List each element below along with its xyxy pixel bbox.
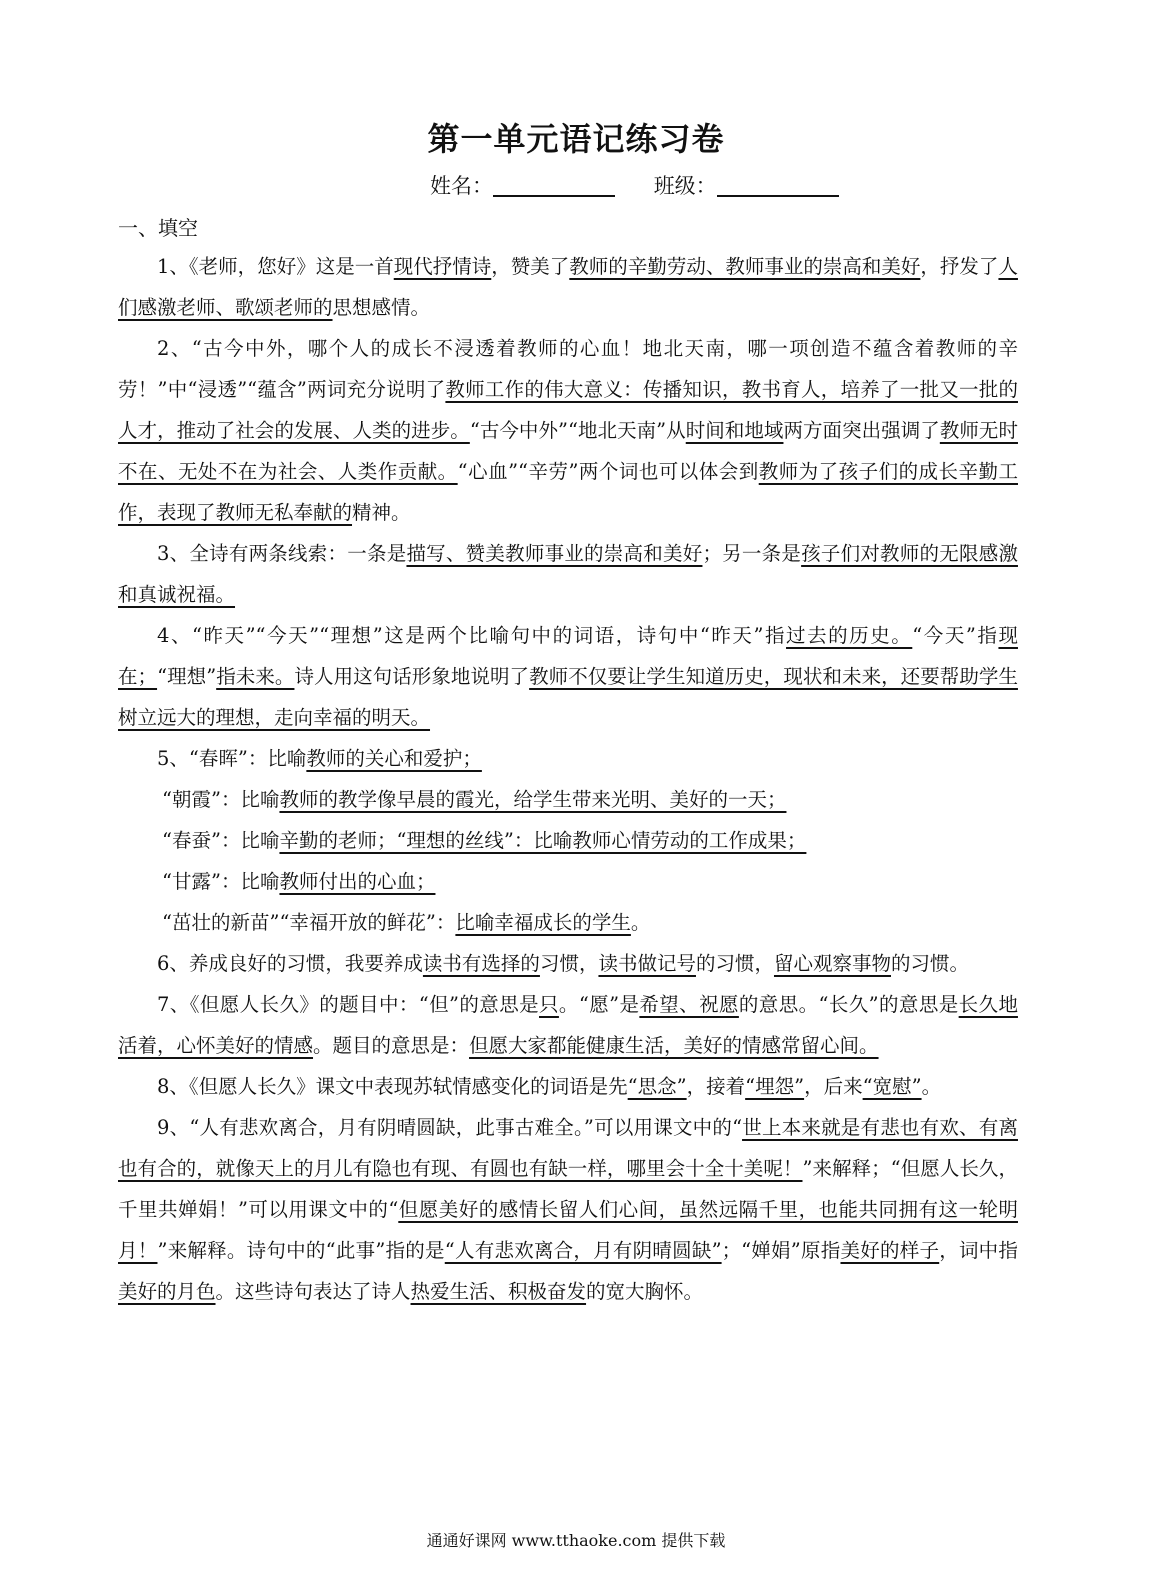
name-label: 姓名：: [430, 174, 493, 198]
answer: 现在；: [118, 624, 1018, 688]
answer: 美好的月色: [118, 1280, 216, 1303]
answer: 比喻幸福成长的学生: [455, 911, 631, 934]
answer: 教师无时不在、无处不在为社会、人类作贡献。: [118, 419, 1018, 483]
question-4: 4、“昨天”“今天”“理想”这是两个比喻句中的词语，诗句中“昨天”指过去的历史。“今天”指现在；“理想”指未来。诗人用这句话形象地说明了教师不仅要让学生知道历史，现状和未来，还要帮助学生树立远大的理想，走向幸福的明天。: [118, 624, 1018, 729]
answer: 辛勤的老师；“理想的丝线”：比喻教师心情劳动的工作成果；: [279, 829, 807, 852]
question-9: 9、“人有悲欢离合，月有阴晴圆缺，此事古难全。”可以用课文中的“世上本来就是有悲也有欢、有离也有合的，就像天上的月儿有隐也有现、有圆也有缺一样，哪里会十全十美呢！”来解释；“但愿人长久，千里共婵娟！”可以用课文中的“但愿美好的感情长留人们心间，虽然远隔千里，也能共同拥有这一轮明月！”来解释。诗句中的“此事”指的是“人有悲欢离合，月有阴晴圆缺”；“婵娟”原指美好的样子，词中指美好的月色。这些诗句表达了诗人热爱生活、积极奋发的宽大胸怀。: [118, 1116, 1018, 1303]
question-5-line-1: 5、“春晖”：比喻教师的关心和爱护；: [157, 747, 482, 770]
page-title: 第一单元语记练习卷: [427, 120, 725, 158]
answer: 热爱生活、积极奋发: [410, 1280, 587, 1303]
answer: 教师不仅要让学生知道历史，现状和未来，还要帮助学生树立远大的理想，走向幸福的明天。: [118, 665, 1018, 729]
answer: 世上本来就是有悲也有欢、有离也有合的，就像天上的月儿有隐也有现、有圆也有缺一样，哪里会十全十美呢！: [118, 1116, 1018, 1180]
question-5-line-3: “春蚕”：比喻辛勤的老师；“理想的丝线”：比喻教师心情劳动的工作成果；: [162, 829, 807, 852]
answer: 教师的关心和爱护；: [306, 747, 482, 770]
student-info: [430, 170, 871, 200]
answer: 读书有选择的: [422, 952, 540, 975]
answer: 只: [539, 993, 559, 1016]
answer: “思念”: [627, 1075, 687, 1098]
answer: 美好的样子: [840, 1239, 940, 1262]
answer: 教师为了孩子们的成长辛勤工作，表现了教师无私奉献的: [118, 460, 1018, 524]
question-5-line-2: “朝霞”：比喻教师的教学像早晨的霞光，给学生带来光明、美好的一天；: [162, 788, 787, 811]
answer: “人有悲欢离合，月有阴晴圆缺”: [444, 1239, 722, 1262]
class-blank[interactable]: [717, 175, 839, 197]
answer: 过去的历史。: [786, 624, 913, 647]
answer: 教师的教学像早晨的霞光，给学生带来光明、美好的一天；: [279, 788, 787, 811]
question-8: 8、《但愿人长久》课文中表现苏轼情感变化的词语是先“思念”，接着“埋怨”，后来“宽慰”。: [157, 1075, 942, 1098]
answer: 描写、赞美教师事业的崇高和美好: [406, 542, 703, 565]
footer-credit: 通通好课网 www.tthaoke.com 提供下载: [426, 1531, 726, 1550]
answer: 长久地活着，心怀美好的情感: [118, 993, 1018, 1057]
name-blank[interactable]: [493, 175, 615, 197]
answer: 读书做记号: [598, 952, 696, 975]
answer: 留心观察事物: [773, 952, 891, 975]
answer: 现代抒情诗: [393, 255, 492, 278]
question-3: 3、全诗有两条线索：一条是描写、赞美教师事业的崇高和美好；另一条是孩子们对教师的无限感激和真诚祝福。: [118, 542, 1018, 606]
answer: 时间和地域: [685, 419, 784, 442]
question-6: 6、养成良好的习惯，我要养成读书有选择的习惯，读书做记号的习惯，留心观察事物的习惯。: [157, 952, 970, 975]
question-1: 1、《老师，您好》这是一首现代抒情诗，赞美了教师的辛勤劳动、教师事业的崇高和美好，抒发了人们感激老师、歌颂老师的思想感情。: [118, 255, 1018, 319]
section-heading: 一、填空: [118, 216, 198, 240]
answer: 但愿大家都能健康生活，美好的情感常留心间。: [469, 1034, 879, 1057]
answer: 人们感激老师、歌颂老师的: [118, 255, 1018, 319]
answer: “埋怨”: [745, 1075, 805, 1098]
answer: 教师付出的心血；: [279, 870, 436, 893]
answer: 指未来。: [216, 665, 295, 688]
answer: 孩子们对教师的无限感激和真诚祝福。: [118, 542, 1018, 606]
class-label: 班级：: [653, 174, 717, 198]
answer: 但愿美好的感情长留人们心间，虽然远隔千里，也能共同拥有这一轮明月！: [118, 1198, 1018, 1262]
answer: “宽慰”: [862, 1075, 922, 1098]
question-5-line-5: “茁壮的新苗”“幸福开放的鲜花”：比喻幸福成长的学生。: [162, 911, 651, 934]
answer: 教师工作的伟大意义：传播知识，教书育人，培养了一批又一批的人才，推动了社会的发展、人类的进步。: [118, 378, 1018, 442]
answer: 教师的辛勤劳动、教师事业的崇高和美好: [569, 255, 921, 278]
questions: [118, 246, 1018, 1312]
question-5-line-4: “甘露”：比喻教师付出的心血；: [162, 870, 436, 893]
answer: 希望、祝愿: [639, 993, 739, 1016]
question-2: 2、“古今中外，哪个人的成长不浸透着教师的心血！地北天南，哪一项创造不蕴含着教师的辛劳！”中“浸透”“蕴含”两词充分说明了教师工作的伟大意义：传播知识，教书育人，培养了一批又一批的人才，推动了社会的发展、人类的进步。“古今中外”“地北天南”从时间和地域两方面突出强调了教师无时不在、无处不在为社会、人类作贡献。“心血”“辛劳”两个词也可以体会到教师为了孩子们的成长辛勤工作，表现了教师无私奉献的精神。: [118, 337, 1018, 524]
question-7: 7、《但愿人长久》的题目中：“但”的意思是只。“愿”是希望、祝愿的意思。“长久”的意思是长久地活着，心怀美好的情感。题目的意思是：但愿大家都能健康生活，美好的情感常留心间。: [118, 993, 1018, 1057]
